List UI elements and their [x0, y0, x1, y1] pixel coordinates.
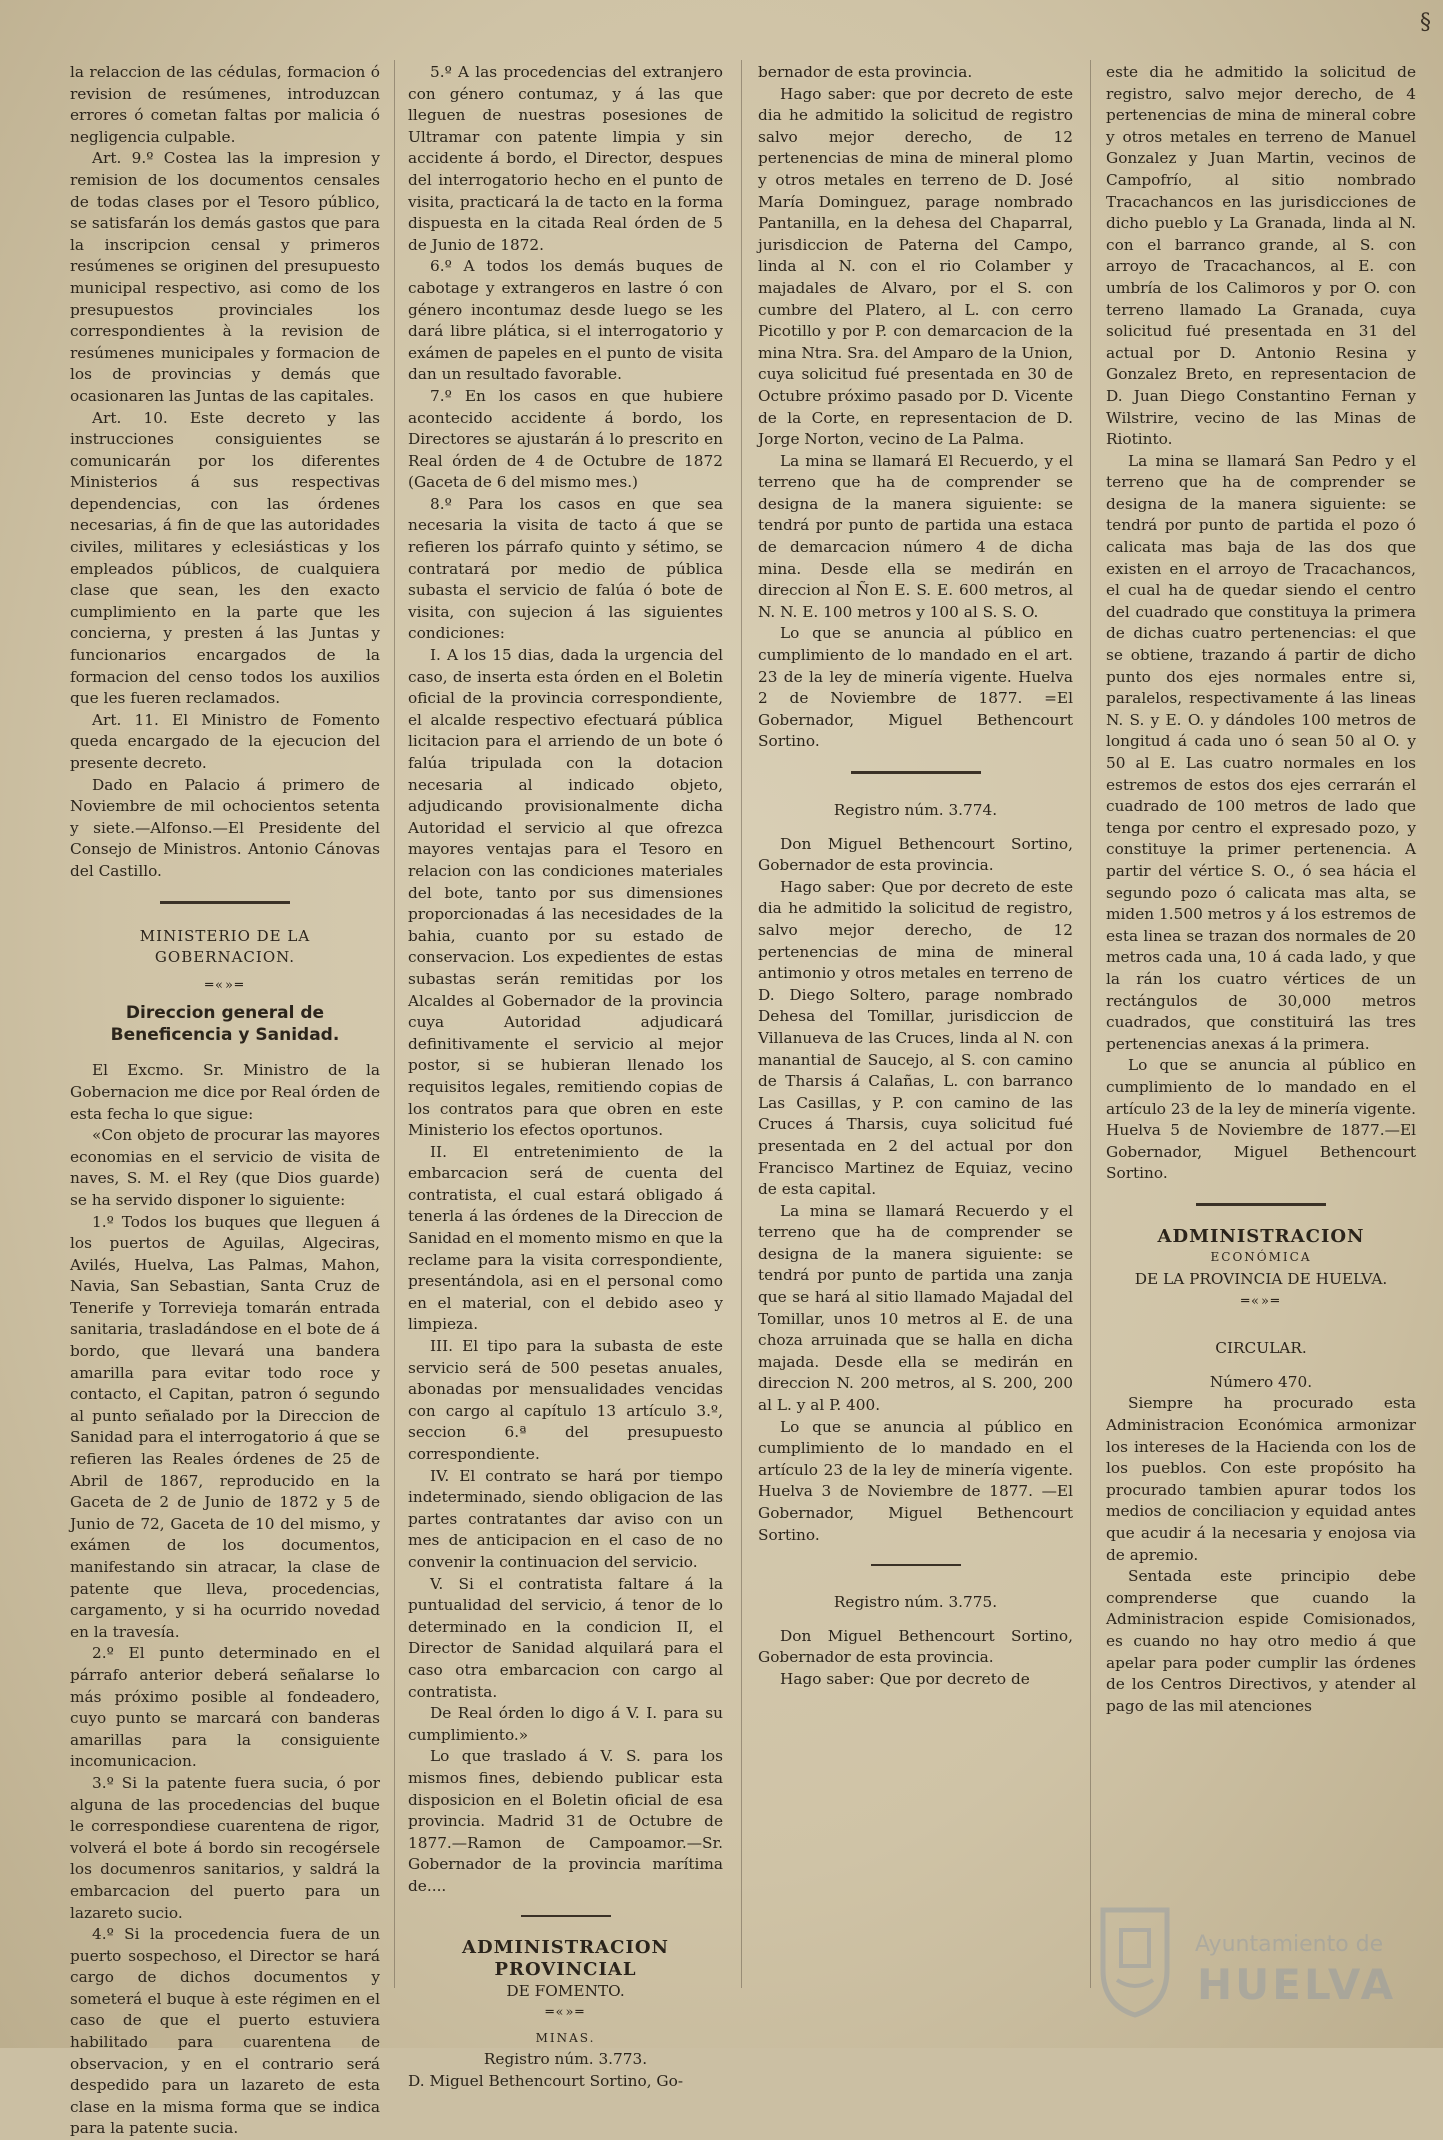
column-2 — [408, 62, 723, 2091]
paragraph: III. El tipo para la subasta de este servicio será de 500 pesetas anuales, abonadas por mensualidades vencidas con cargo al capítulo 13 artículo 3.º, seccion 6.ª del presupuesto correspondiente. — [408, 1337, 723, 1463]
paragraph: Don Miguel Bethencourt Sortino, Gobernador de esta provincia. — [758, 834, 1073, 875]
paragraph: Sentada este principio debe comprenderse que cuando la Administracion espide Comisionados, es cuando no hay otro medio á que apelar para poder cumplir las órdenes de los Centros Directivos, y atender al pago de las mil atenciones — [1106, 1567, 1416, 1715]
paragraph: 1.º Todos los buques que lleguen á los puertos de Aguilas, Algeciras, Avilés, Huelva, Las Palmas, Mahon, Navia, San Sebastian, Santa Cruz de Tenerife y Torrevieja tomarán entrada sanitaria, trasladándose en el bote de á bordo, que llevará una bandera amarilla para evitar todo roce y contacto, el Capitan, patron ó segundo al punto señalado por la Direccion de Sanidad para el interrogatorio á que se refieren las Reales órdenes de 25 de Abril de 1867, reproducido en la Gaceta de 2 de Junio de 1872 y 5 de Junio de 72, Gaceta de 10 del mismo, y exámen de los documentos, manifestando sin atracar, la clase de patente que lleva, procedencias, cargamento, y si ha ocurrido novedad en la travesía. — [70, 1212, 380, 1641]
paragraph: La mina se llamará San Pedro y el terreno que ha de comprender se designa de la manera siguiente: se tendrá por punto de partida el pozo ó calicata mas baja de las dos que existen en el arroyo de Tracachancos, el cual ha de quedar siendo el centro del cuadrado que constituya la primera de dichas cuatro pertenencias: el que se obtiene, trazando á partir de dicho punto dos ejes normales entre si, paralelos, respectivamente á las lineas N. S. y E. O. y dándoles 100 metros de longitud á cada uno ó sean 50 al O. y 50 al E. Las cuatro normales en los estremos de estos dos ejes cerrarán el cuadrado de 100 metros de lado que tenga por centro el expresado pozo, y constituye la primer pertenencia. A partir del vértice S. O., ó sea hácia el segundo pozo ó calicata mas alta, se miden 1.500 metros y á los estremos de esta linea se trazan dos normales de 20 metros cada una, 10 á cada lado, y que la rán los cuatro vértices de un rectángulos de 30,000 metros cuadrados, que constituirá las tres pertenencias anexas á la primera. — [1106, 451, 1416, 1053]
column-1 — [70, 62, 380, 2138]
paragraph: I. A los 15 dias, dada la urgencia del caso, de inserta esta órden en el Boletin oficial de la provincia correspondiente, el alcalde respectivo efectuará pública licitacion para el arriendo de un bote ó falúa tripulada con la dotacion necesaria al indicado objeto, adjudicando provisionalmente dicha Autoridad el servicio al que ofrezca mayores ventajas para el Tesoro en relacion con las condiciones materiales del bote, tanto por sus dimensiones proporcionadas á las necesidades de la bahia, cuanto por su estado de conservacion. Los expedientes de estas subastas serán remitidas por los Alcaldes al Gobernador de la provincia cuya Autoridad adjudicará definitivamente el servicio al mejor postor, si se hubieran llenado los requisitos legales, remitiendo copias de los contratos para que obren en este Ministerio los efectos oportunos. — [408, 646, 723, 1140]
admin-title: ADMINISTRACION — [1157, 1225, 1365, 1247]
paragraph: Art. 10. Este decreto y las instrucciones consiguientes se comunicarán por los diferentes Ministerios á sus respectivas dependencias, con las órdenes necesarias, á fin de que las autoridades civiles, militares y eclesiásticas y los empleados públicos, de cualquiera clase que sean, les den exacto cumplimiento en la parte que les concierna, y presten á las Juntas y funcionarios encargados de la formacion del censo todos los auxilios que les fueren reclamados. — [70, 408, 380, 708]
paragraph: El Excmo. Sr. Ministro de la Gobernacion me dice por Real órden de esta fecha lo que sigue: — [70, 1061, 380, 1123]
paragraph: Lo que traslado á V. S. para los mismos fines, debiendo publicar esta disposicion en el Boletin oficial de esa provincia. Madrid 31 de Octubre de 1877.—Ramon de Campoamor.—Sr. Gobernador de la provincia marítima de.... — [408, 1747, 723, 1895]
registro-number: Registro núm. 3.775. — [833, 1593, 998, 1612]
column-rule — [1090, 60, 1091, 1988]
section-label: MINAS. — [535, 2030, 596, 2045]
column-3 — [758, 62, 1073, 2008]
section-separator — [160, 901, 290, 904]
paragraph: 6.º A todos los demás buques de cabotage y extrangeros en lastre ó con género incontumaz desde luego se les dará libre plática, si el interrogatorio y exámen de papeles en el punto de visita dan un resultado favorable. — [408, 257, 723, 384]
section-separator — [851, 771, 981, 774]
paragraph: Art. 11. El Ministro de Fomento queda encargado de la ejecucion del presente decreto. — [70, 710, 380, 772]
admin-subtitle: ECONÓMICA — [1210, 1250, 1312, 1265]
registro-number: Registro núm. 3.773. — [483, 2050, 648, 2069]
ornament: ═«»═ — [1241, 1293, 1281, 1309]
section-heading: Direccion general de Beneficencia y Sanidad. — [110, 1003, 340, 1046]
paragraph: este dia he admitido la solicitud de registro, salvo mejor derecho, de 4 pertenencias de mina de mineral cobre y otros metales en terreno de Manuel Gonzalez y Juan Martin, vecinos de Campofrío, al sitio nombrado Tracachancos en las jurisdicciones de dicho pueblo y La Granada, linda al N. con el barranco grande, al S. con arroyo de Tracachancos, al E. con umbría de los Calimoros y por O. con terreno llamado La Granada, cuya solicitud fué presentada en 31 del actual por D. Antonio Resina y Gonzalez Breto, en representacion de D. Juan Diego Constantino Fernan y Wilstrire, vecino de las Minas de Riotinto. — [1106, 63, 1416, 449]
paragraph: Don Miguel Bethencourt Sortino, Gobernador de esta provincia. — [758, 1626, 1073, 1667]
column-rule — [741, 60, 742, 1988]
ornament: ═«»═ — [545, 2005, 586, 2021]
paragraph: 3.º Si la patente fuera sucia, ó por alguna de las procedencias del buque le correspondiese cuarentena de rigor, volverá el bote á bordo sin recogérsele los documenros sanitarios, y saldrá la embarcacion del puerto para un lazareto sucio. — [70, 1773, 380, 1922]
circular-number: Número 470. — [1209, 1372, 1313, 1391]
paragraph: 7.º En los casos en que hubiere acontecido accidente á bordo, los Directores se ajustarán á lo prescrito en Real órden de 4 de Octubre de 1872 (Gaceta de 6 del mismo mes.) — [408, 386, 723, 492]
paragraph: V. Si el contratista faltare á la puntualidad del servicio, á tenor de lo determinado en la condicion II, el Director de Sanidad alquilará para el caso otra embarcacion con cargo al contratista. — [408, 1574, 723, 1701]
paragraph: Siempre ha procurado esta Administracion Económica armonizar los intereses de la Hacienda con los de los pueblos. Con este propósito ha procurado tambien apurar todos los medios de conciliacion y equidad antes que acudir á la necesaria y enojosa via de apremio. — [1106, 1394, 1416, 1564]
paragraph: Hago saber: Que por decreto de — [780, 1669, 1030, 1688]
paragraph: 2.º El punto determinado en el párrafo anterior deberá señalarse lo más próximo posible al fondeadero, cuyo punto se marcará con banderas amarillas para la consiguiente incomunicacion. — [70, 1644, 380, 1771]
paragraph: 8.º Para los casos en que sea necesaria la visita de tacto á que se refieren los párrafo quinto y sétimo, se contratará por medio de pública subasta el servicio de falúa ó bote de visita, con sujecion á las siguientes condiciones: — [408, 494, 723, 643]
paragraph: Hago saber: que por decreto de este dia he admitido la solicitud de registro salvo mejor derecho, de 12 pertenencias de mina de mineral plomo y otros metales en terreno de D. José María Dominguez, parage nombrado Pantanilla, en la dehesa del Chaparral, jurisdiccion de Paterna del Campo, linda al N. con el rio Colamber y majadales de Alvaro, por el S. con cumbre del Platero, al L. con cerro Picotillo y por P. con demarcacion de la mina Ntra. Sra. del Amparo de la Union, cuya solicitud fué presentada en 30 de Octubre próximo pasado por D. Vicente de la Corte, en representacion de D. Jorge Norton, vecino de La Palma. — [758, 84, 1073, 449]
circular-label: CIRCULAR. — [1215, 1339, 1307, 1358]
watermark-line: HUELVA — [1197, 1960, 1397, 2009]
paragraph: Dado en Palacio á primero de Noviembre de mil ochocientos setenta y siete.—Alfonso.—El Presidente del Consejo de Ministros. Antonio Cánovas del Castillo. — [70, 775, 380, 880]
paragraph: De Real órden lo digo á V. I. para su cumplimiento.» — [408, 1704, 723, 1744]
ayuntamiento-watermark — [1085, 1880, 1397, 2030]
paragraph: Art. 9.º Costea las la impresion y remision de los documentos censales de todas clases por el Tesoro público, se satisfarán los demás gastos que para la inscripcion censal y primeros resúmenes se originen del presupuesto municipal respectivo, asi como de los presupuestos provinciales los correspondientes à la revision de resúmenes municipales y formacion de los de provincias y demás que ocasionaren las Juntas de las capitales. — [70, 149, 380, 405]
paragraph: La mina se llamará El Recuerdo, y el terreno que ha de comprender se designa de la manera siguiente: se tendrá por punto de partida una estaca de demarcacion número 4 de dicha mina. Desde ella se medirán en direccion al Ñon E. S. E. 600 metros, al N. N. E. 100 metros y 100 al S. S. O. — [758, 451, 1073, 621]
paragraph: IV. El contrato se hará por tiempo indeterminado, siendo obligacion de las partes contratantes dar aviso con un mes de anticipacion en el caso de no convenir la continuacion del servicio. — [408, 1466, 723, 1571]
column-4 — [1106, 62, 1416, 2008]
registro-number: Registro núm. 3.774. — [833, 801, 998, 819]
paragraph: bernador de esta provincia. — [758, 63, 973, 81]
admin-subtitle: DE FOMENTO. — [506, 1981, 625, 2000]
city-shield-icon — [1095, 1900, 1175, 2020]
watermark-line: Ayuntamiento de — [1195, 1932, 1384, 1957]
margin-mark: § — [1420, 10, 1431, 35]
paragraph: Lo que se anuncia al público en cumplimiento de lo mandado en el artículo 23 de la ley de minería vigente. Huelva 5 de Noviembre de 1877.—El Gobernador, Miguel Bethencourt Sortino. — [1106, 1056, 1416, 1183]
ornament: ═«»═ — [205, 977, 245, 993]
admin-title: ADMINISTRACION PROVINCIAL — [462, 1937, 669, 1981]
admin-subtitle: DE LA PROVINCIA DE HUELVA. — [1134, 1270, 1388, 1289]
paragraph: D. Miguel Bethencourt Sortino, Go- — [408, 2072, 684, 2091]
paragraph: La mina se llamará Recuerdo y el terreno que ha de comprender se designa de la manera siguiente: se tendrá por punto de partida una zanja que se hará al sitio llamado Majadal del Tomillar, unos 10 metros al E. de una choza arruinada que se halla en dicha majada. Desde ella se medirán en direccion N. 200 metros, al S. 200, 200 al L. y al P. 400. — [758, 1201, 1073, 1415]
section-separator — [1196, 1203, 1326, 1206]
paragraph: la relaccion de las cédulas, formacion ó revision de resúmenes, introduzcan errores ó cometan faltas por malicia ó negligencia culpable. — [70, 63, 380, 146]
ministry-title: MINISTERIO DE LA GOBERNACION. — [139, 926, 311, 967]
paragraph: II. El entretenimiento de la embarcacion será de cuenta del contratista, el cual estará obligado á tenerla á las órdenes de la Direccion de Sanidad en el momento mismo en que la reclame para la visita correspondiente, presentándola, asi en el personal como en el material, con el debido aseo y limpieza. — [408, 1142, 723, 1334]
paragraph: Hago saber: Que por decreto de este dia he admitido la solicitud de registro, salvo mejor derecho, de 12 pertenencias de mina de mineral antimonio y otros metales en terreno de D. Diego Soltero, parage nombrado Dehesa del Tomillar, jurisdiccion de Villanueva de las Cruces, linda al N. con manantial de Saucejo, al S. con camino de Tharsis á Calañas, L. con barranco Las Casillas, y P. con camino de las Cruces á Tharsis, cuya solicitud fué presentada en 2 del actual por don Francisco Martinez de Equiaz, vecino de esta capital. — [758, 877, 1073, 1199]
paragraph: Lo que se anuncia al público en cumplimiento de lo mandado en el art. 23 de la ley de minería vigente. Huelva 2 de Noviembre de 1877. =El Gobernador, Miguel Bethencourt Sortino. — [758, 624, 1073, 751]
paragraph: 5.º A las procedencias del extranjero con género contumaz, y á las que lleguen de nuestras posesiones de Ultramar con patente limpia y sin accidente á bordo, el Director, despues del interrogatorio hecho en el punto de visita, practicará la de tacto en la forma dispuesta en la citada Real órden de 5 de Junio de 1872. — [408, 63, 723, 254]
section-separator — [871, 1564, 961, 1566]
section-separator — [521, 1915, 611, 1917]
paragraph: «Con objeto de procurar las mayores economias en el servicio de visita de naves, S. M. el Rey (que Dios guarde) se ha servido disponer lo siguiente: — [70, 1126, 380, 1209]
paragraph: Lo que se anuncia al público en cumplimiento de lo mandado en el artículo 23 de la ley de minería vigente. Huelva 3 de Noviembre de 1877. —El Gobernador, Miguel Bethencourt Sortino. — [758, 1417, 1073, 1544]
paragraph: 4.º Si la procedencia fuera de un puerto sospechoso, el Director se hará cargo de dichos documentos y someterá el buque à este régimen en el caso de que el puerto estuviera habilitado para cuarentena de observacion, y en el contrario será despedido para un lazareto de esta clase en la misma forma que se indica para la patente sucia. — [70, 1925, 380, 2138]
column-rule — [394, 60, 395, 1988]
